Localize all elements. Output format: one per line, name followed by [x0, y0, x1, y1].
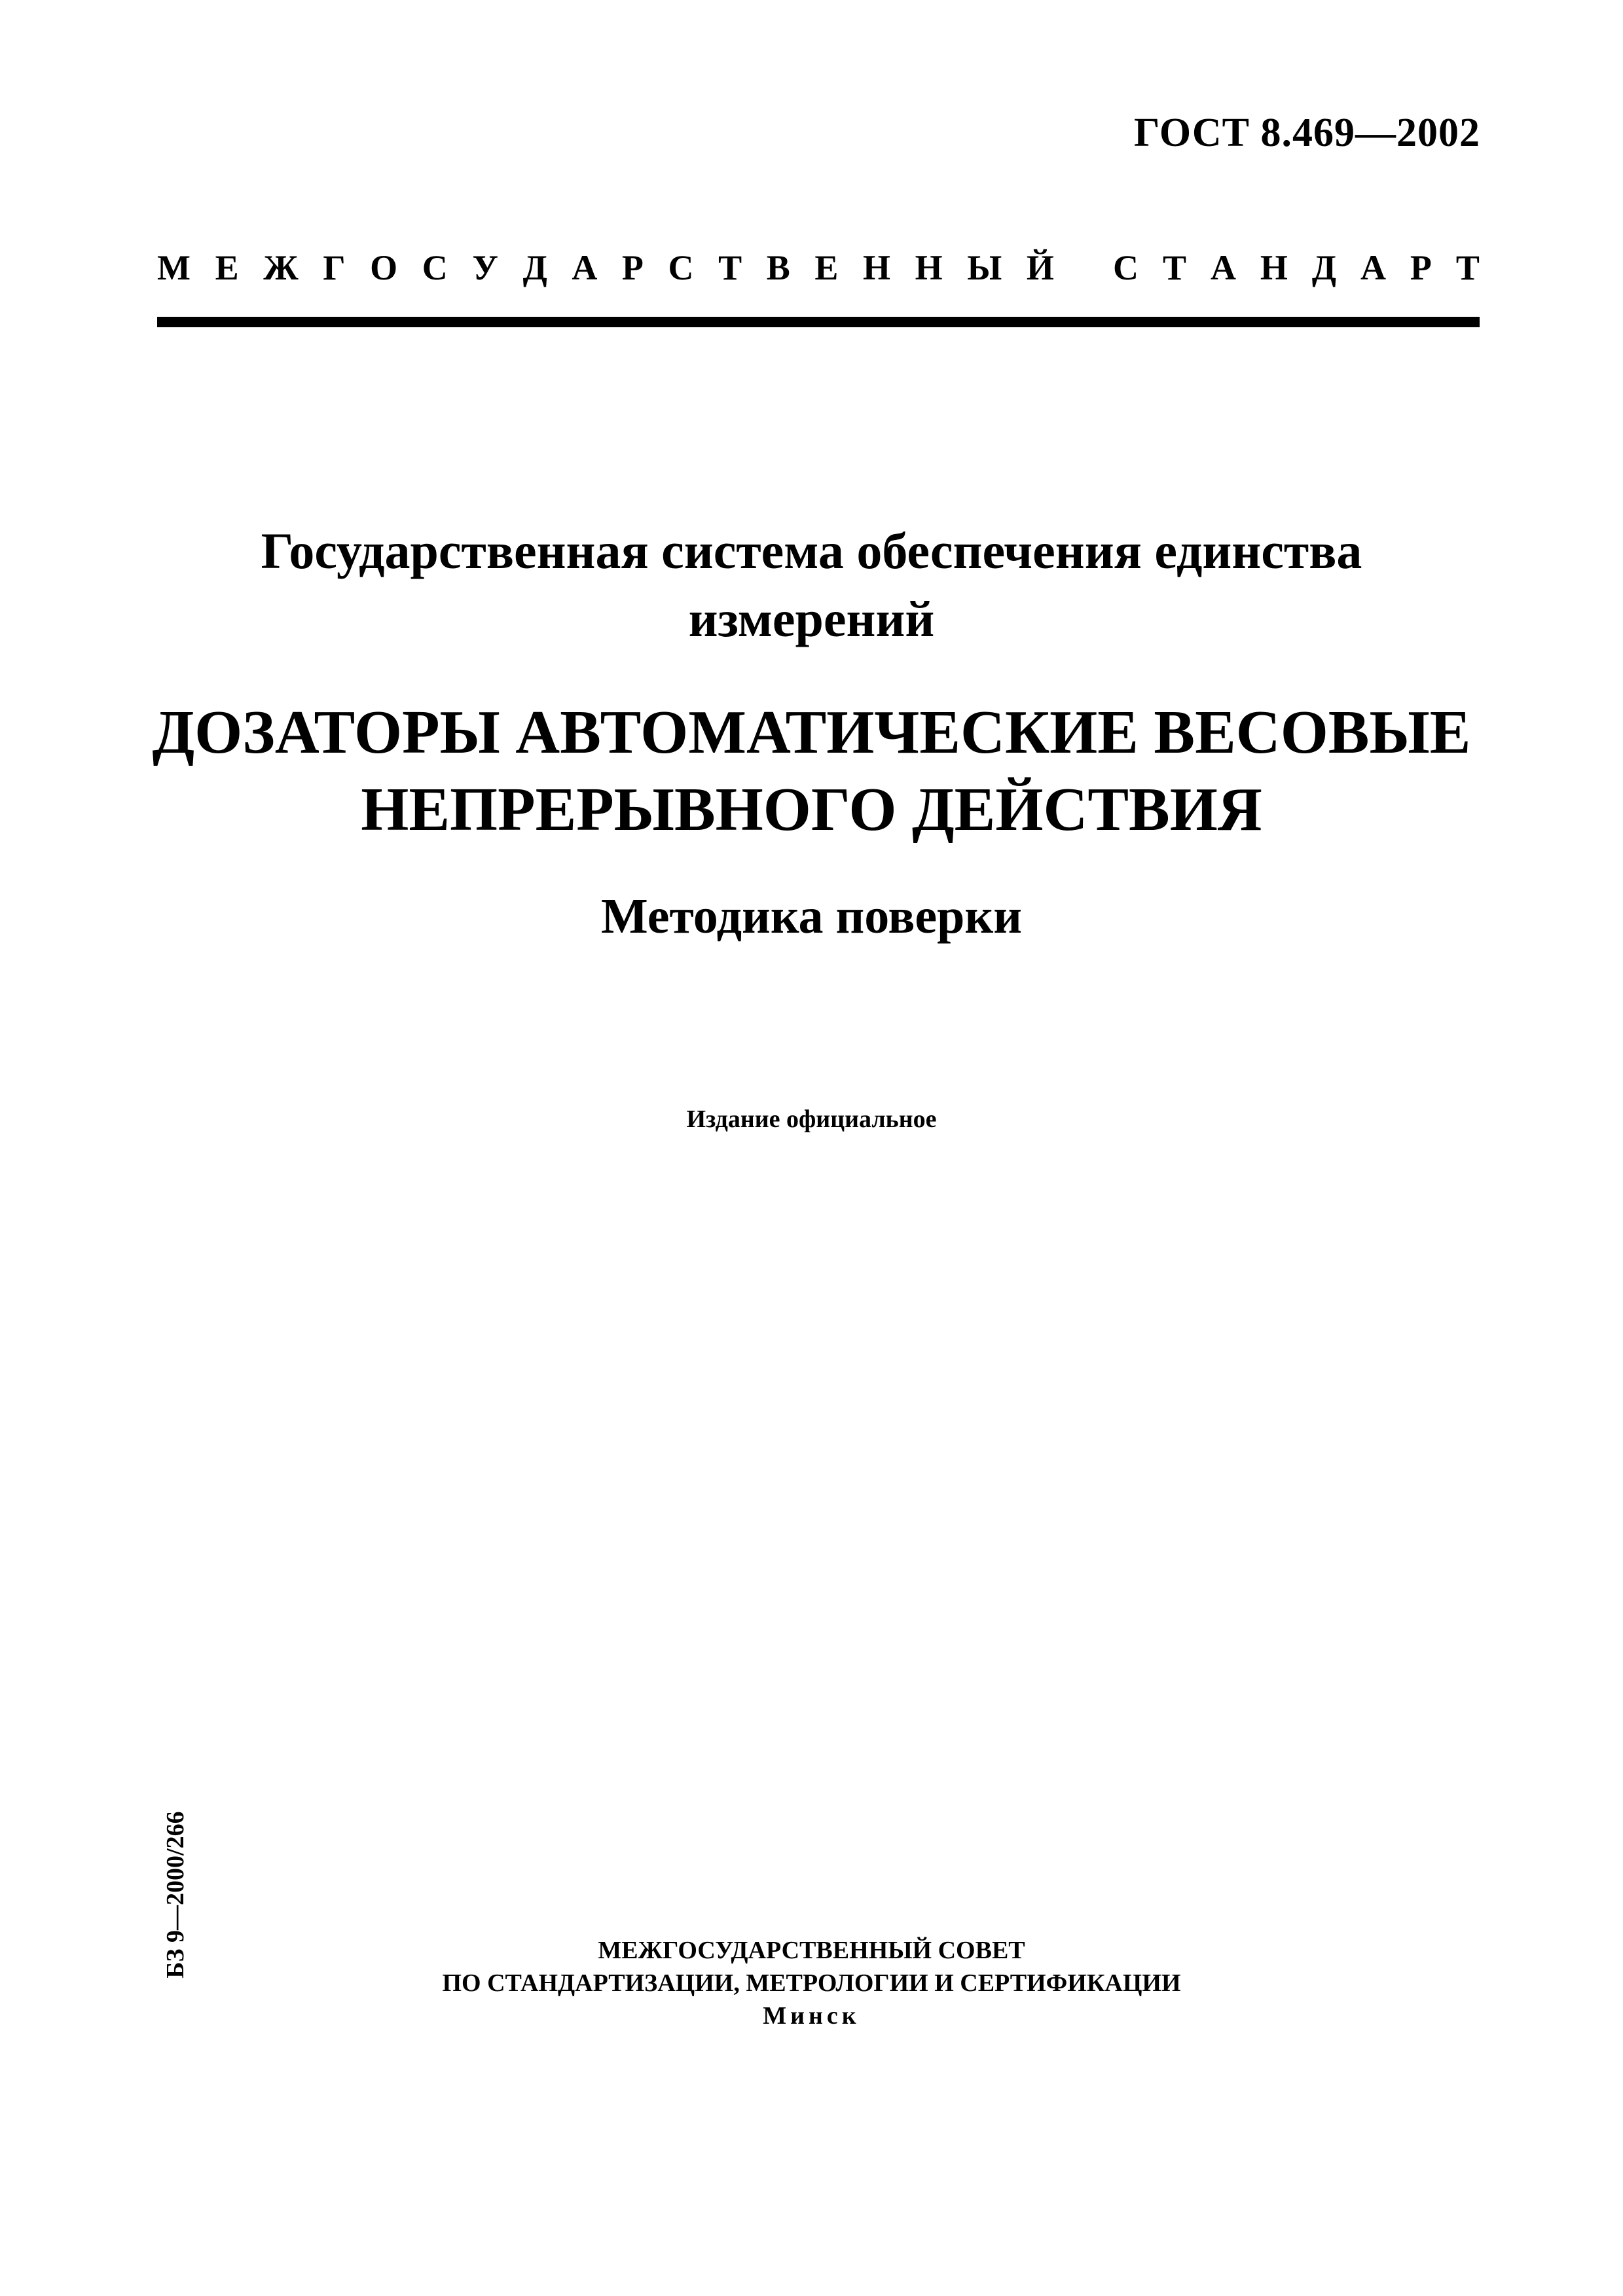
- header-letter: С: [668, 248, 694, 287]
- publisher-line: ПО СТАНДАРТИЗАЦИИ, МЕТРОЛОГИИ И СЕРТИФИКАЦИИ: [442, 1969, 1181, 1997]
- header-word-interstate: [157, 247, 1054, 288]
- publisher-city: Минск: [763, 2002, 860, 2030]
- system-title-line: измерений: [688, 590, 935, 647]
- header-letter: В: [766, 248, 790, 287]
- system-title-line: Государственная система обеспечения единства: [261, 522, 1362, 579]
- header-letter: Р: [621, 248, 644, 287]
- header-letter: Т: [1162, 248, 1186, 287]
- header-letter: Е: [814, 248, 839, 287]
- system-title: [0, 517, 1623, 653]
- header-letter: О: [370, 248, 398, 287]
- header-letter: Е: [215, 248, 239, 287]
- header-word-standard: [1113, 247, 1480, 288]
- header-divider: [157, 317, 1480, 327]
- header-letter: Д: [1311, 248, 1337, 287]
- header-letter: Т: [718, 248, 742, 287]
- header-letter: Ы: [967, 248, 1002, 287]
- header-letter: Р: [1410, 248, 1432, 287]
- standard-category-header: [157, 247, 1480, 288]
- document-number: ГОСТ 8.469—2002: [1133, 111, 1480, 155]
- main-title-line: ДОЗАТОРЫ АВТОМАТИЧЕСКИЕ ВЕСОВЫЕ: [152, 698, 1471, 766]
- header-letter: Д: [522, 248, 547, 287]
- header-letter: Г: [323, 248, 346, 287]
- header-letter: У: [472, 248, 498, 287]
- publisher-block: [0, 1934, 1623, 2032]
- header-letter: А: [572, 248, 598, 287]
- header-letter: М: [157, 248, 191, 287]
- main-title-line: НЕПРЕРЫВНОГО ДЕЙСТВИЯ: [361, 776, 1262, 844]
- header-letter: С: [1113, 248, 1139, 287]
- header-letter: А: [1360, 248, 1386, 287]
- main-title: [0, 694, 1623, 848]
- publisher-line: МЕЖГОСУДАРСТВЕННЫЙ СОВЕТ: [598, 1937, 1025, 1964]
- edition-label: Издание официальное: [686, 1105, 937, 1133]
- header-letter: С: [422, 248, 448, 287]
- subtitle: Методика поверки: [601, 889, 1022, 944]
- header-letter: Й: [1026, 248, 1054, 287]
- header-letter: Ж: [263, 248, 299, 287]
- header-letter: Н: [1260, 248, 1288, 287]
- header-letter: Т: [1455, 248, 1480, 287]
- header-letter: Н: [862, 248, 890, 287]
- side-catalog-code: БЗ 9—2000/266: [162, 1811, 189, 1979]
- header-letter: Н: [915, 248, 943, 287]
- header-letter: А: [1210, 248, 1236, 287]
